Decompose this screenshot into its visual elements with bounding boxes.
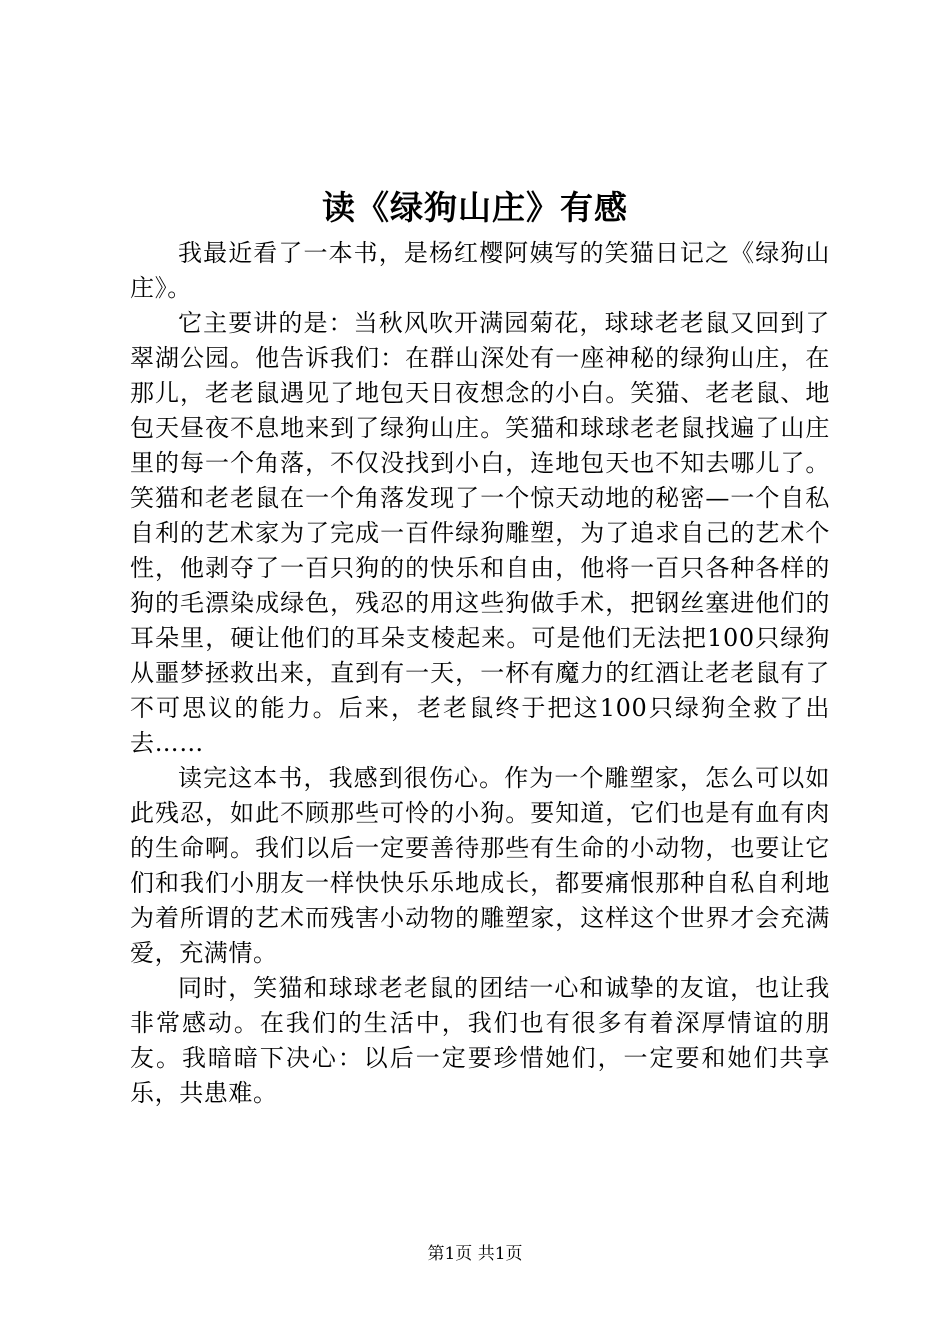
document-title: 读《绿狗山庄》有感 — [322, 188, 628, 227]
paragraph-2: 它主要讲的是：当秋风吹开满园菊花，球球老老鼠又回到了翠湖公园。他告诉我们：在群山深处有一座神秘的绿狗山庄，在那儿，老老鼠遇见了地包天日夜想念的小白。笑猫、老老鼠、地包天昼夜不息地来到了绿狗山庄。笑猫和球球老老鼠找遍了山庄里的每一个角落，不仅没找到小白，连地包天也不知去哪儿了。笑猫和老老鼠在一个角落发现了一个惊天动地的秘密—一个自私自利的艺术家为了完成一百件绿狗雕塑，为了追求自己的艺术个性，他剥夺了一百只狗的的快乐和自由，他将一百只各种各样的狗的毛漂染成绿色，残忍的用这些狗做手术，把钢丝塞进他们的耳朵里，硬让他们的耳朵支棱起来。可是他们无法把100只绿狗从噩梦拯救出来，直到有一天，一杯有魔力的红酒让老老鼠有了不可思议的能力。后来，老老鼠终于把这100只绿狗全救了出去…… — [130, 309, 830, 757]
paragraph-3: 读完这本书，我感到很伤心。作为一个雕塑家，怎么可以如此残忍，如此不顾那些可怜的小狗。要知道，它们也是有血有肉的生命啊。我们以后一定要善待那些有生命的小动物，也要让它们和我们小朋友一样快快乐乐地成长，都要痛恨那种自私自利地为着所谓的艺术而残害小动物的雕塑家，这样这个世界才会充满爱，充满情。 — [130, 764, 830, 967]
paragraph-1: 我最近看了一本书，是杨红樱阿姨写的笑猫日记之《绿狗山庄》。 — [130, 239, 830, 302]
document-body — [130, 236, 830, 1111]
paragraph-4: 同时，笑猫和球球老老鼠的团结一心和诚挚的友谊，也让我非常感动。在我们的生活中，我们也有很多有着深厚情谊的朋友。我暗暗下决心：以后一定要珍惜她们，一定要和她们共享乐，共患难。 — [130, 974, 830, 1107]
page-footer: 第1页 共1页 — [427, 1244, 523, 1264]
